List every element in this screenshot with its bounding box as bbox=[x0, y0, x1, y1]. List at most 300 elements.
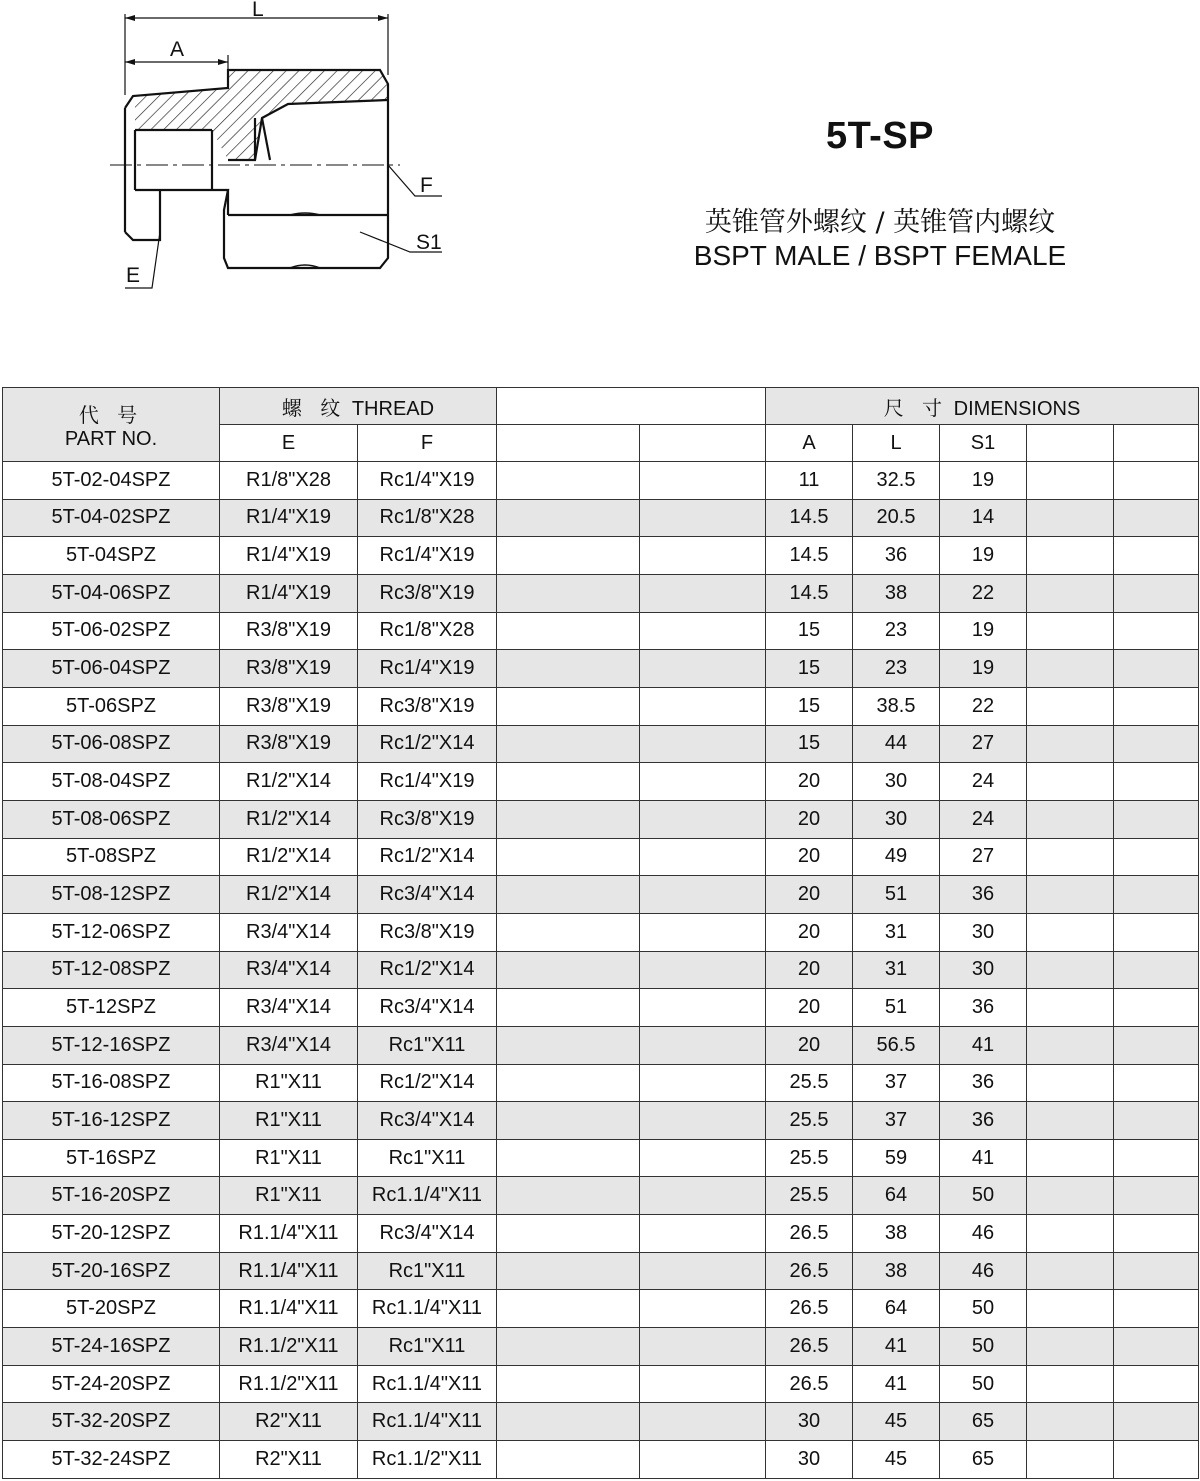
dim-l-cell: 51 bbox=[853, 876, 940, 914]
blank-cell bbox=[1027, 1139, 1114, 1177]
blank-cell bbox=[640, 838, 766, 876]
thread-e-cell: R1.1/4"X11 bbox=[220, 1252, 358, 1290]
table-row bbox=[3, 951, 1199, 989]
thread-f-cell: Rc1/2"X14 bbox=[358, 951, 497, 989]
thread-f-cell: Rc3/4"X14 bbox=[358, 876, 497, 914]
blank-cell bbox=[640, 1215, 766, 1253]
blank-cell bbox=[640, 499, 766, 537]
part-no-cell: 5T-02-04SPZ bbox=[3, 462, 220, 500]
blank-cell bbox=[497, 499, 640, 537]
thread-e-cell: R1.1/4"X11 bbox=[220, 1215, 358, 1253]
blank-cell bbox=[1114, 1064, 1199, 1102]
col-header-blank-3 bbox=[1027, 425, 1114, 462]
blank-cell bbox=[640, 876, 766, 914]
blank-cell bbox=[1114, 687, 1199, 725]
dimension-label-l: L bbox=[252, 0, 264, 21]
blank-cell bbox=[497, 800, 640, 838]
dim-a-cell: 15 bbox=[766, 687, 853, 725]
dim-a-cell: 20 bbox=[766, 800, 853, 838]
blank-cell bbox=[640, 989, 766, 1027]
fitting-cross-section-drawing bbox=[0, 0, 470, 300]
part-no-header bbox=[3, 388, 220, 462]
thread-e-cell: R1"X11 bbox=[220, 1139, 358, 1177]
table-row bbox=[3, 1026, 1199, 1064]
dimension-label-f: F bbox=[420, 174, 433, 197]
thread-f-cell: Rc1/8"X28 bbox=[358, 612, 497, 650]
blank-cell bbox=[1027, 537, 1114, 575]
blank-cell bbox=[497, 989, 640, 1027]
blank-cell bbox=[1027, 989, 1114, 1027]
blank-cell bbox=[497, 687, 640, 725]
col-header-blank-1 bbox=[497, 425, 640, 462]
dim-s1-cell: 41 bbox=[940, 1139, 1027, 1177]
dim-s1-cell: 36 bbox=[940, 1102, 1027, 1140]
thread-header-en: THREAD bbox=[351, 397, 435, 420]
dim-l-cell: 44 bbox=[853, 725, 940, 763]
part-no-cell: 5T-32-24SPZ bbox=[3, 1441, 220, 1479]
blank-cell bbox=[640, 913, 766, 951]
dim-l-cell: 23 bbox=[853, 612, 940, 650]
part-no-header-en: PART NO. bbox=[64, 427, 158, 450]
dimension-label-a: A bbox=[170, 38, 185, 61]
thread-f-cell: Rc1"X11 bbox=[358, 1026, 497, 1064]
dim-a-cell: 20 bbox=[766, 913, 853, 951]
thread-f-cell: Rc1/4"X19 bbox=[358, 650, 497, 688]
table-row bbox=[3, 1365, 1199, 1403]
blank-cell bbox=[1027, 1403, 1114, 1441]
blank-cell bbox=[1114, 951, 1199, 989]
blank-cell bbox=[1114, 1215, 1199, 1253]
dim-a-cell: 26.5 bbox=[766, 1328, 853, 1366]
thread-f-cell: Rc3/4"X14 bbox=[358, 989, 497, 1027]
blank-cell bbox=[1114, 1403, 1199, 1441]
blank-cell bbox=[1114, 650, 1199, 688]
blank-cell bbox=[1027, 687, 1114, 725]
thread-f-cell: Rc1/4"X19 bbox=[358, 537, 497, 575]
thread-e-cell: R1/2"X14 bbox=[220, 800, 358, 838]
thread-f-cell: Rc3/8"X19 bbox=[358, 913, 497, 951]
dim-a-cell: 26.5 bbox=[766, 1290, 853, 1328]
thread-f-cell: Rc1.1/2"X11 bbox=[358, 1441, 497, 1479]
thread-f-cell: Rc3/8"X19 bbox=[358, 687, 497, 725]
thread-e-cell: R1/2"X14 bbox=[220, 763, 358, 801]
table-row bbox=[3, 1290, 1199, 1328]
subtitle-english: BSPT MALE / BSPT FEMALE bbox=[693, 240, 1067, 271]
blank-cell bbox=[640, 725, 766, 763]
table-row bbox=[3, 913, 1199, 951]
dim-a-cell: 25.5 bbox=[766, 1064, 853, 1102]
blank-cell bbox=[1027, 1290, 1114, 1328]
thread-f-cell: Rc1/4"X19 bbox=[358, 763, 497, 801]
blank-cell bbox=[1027, 800, 1114, 838]
blank-cell bbox=[1027, 1026, 1114, 1064]
dim-s1-cell: 22 bbox=[940, 687, 1027, 725]
blank-cell bbox=[640, 612, 766, 650]
blank-cell bbox=[640, 574, 766, 612]
part-no-cell: 5T-12SPZ bbox=[3, 989, 220, 1027]
dim-l-cell: 38 bbox=[853, 1215, 940, 1253]
blank-cell bbox=[640, 1365, 766, 1403]
table-row bbox=[3, 1441, 1199, 1479]
blank-cell bbox=[640, 1177, 766, 1215]
blank-cell bbox=[497, 1403, 640, 1441]
blank-cell bbox=[1114, 725, 1199, 763]
blank-cell bbox=[1027, 1177, 1114, 1215]
table-row bbox=[3, 763, 1199, 801]
thread-e-cell: R3/4"X14 bbox=[220, 951, 358, 989]
dim-s1-cell: 46 bbox=[940, 1215, 1027, 1253]
dim-l-cell: 64 bbox=[853, 1290, 940, 1328]
dim-a-cell: 15 bbox=[766, 612, 853, 650]
blank-cell bbox=[640, 1102, 766, 1140]
blank-cell bbox=[1027, 650, 1114, 688]
blank-cell bbox=[497, 1365, 640, 1403]
model-title: 5T-SP bbox=[825, 115, 935, 157]
dim-l-cell: 59 bbox=[853, 1139, 940, 1177]
blank-cell bbox=[1114, 800, 1199, 838]
dim-s1-cell: 65 bbox=[940, 1441, 1027, 1479]
blank-cell bbox=[640, 462, 766, 500]
thread-f-cell: Rc1/2"X14 bbox=[358, 1064, 497, 1102]
dim-l-cell: 49 bbox=[853, 838, 940, 876]
blank-cell bbox=[1114, 1441, 1199, 1479]
blank-cell bbox=[1114, 1026, 1199, 1064]
blank-cell bbox=[497, 1102, 640, 1140]
blank-cell bbox=[1114, 1290, 1199, 1328]
thread-e-cell: R1/4"X19 bbox=[220, 574, 358, 612]
blank-cell bbox=[497, 1215, 640, 1253]
dim-s1-cell: 36 bbox=[940, 989, 1027, 1027]
table-row bbox=[3, 499, 1199, 537]
part-no-cell: 5T-20SPZ bbox=[3, 1290, 220, 1328]
part-no-cell: 5T-04-06SPZ bbox=[3, 574, 220, 612]
dim-s1-cell: 24 bbox=[940, 763, 1027, 801]
blank-cell bbox=[497, 913, 640, 951]
dim-a-cell: 30 bbox=[766, 1441, 853, 1479]
table-row bbox=[3, 1064, 1199, 1102]
table-row bbox=[3, 1177, 1199, 1215]
dim-s1-cell: 41 bbox=[940, 1026, 1027, 1064]
part-no-cell: 5T-08-04SPZ bbox=[3, 763, 220, 801]
dim-a-cell: 15 bbox=[766, 650, 853, 688]
table-row bbox=[3, 1102, 1199, 1140]
blank-cell bbox=[497, 1026, 640, 1064]
thread-e-cell: R1"X11 bbox=[220, 1064, 358, 1102]
dim-l-cell: 38 bbox=[853, 1252, 940, 1290]
blank-cell bbox=[1114, 1177, 1199, 1215]
blank-cell bbox=[1114, 1139, 1199, 1177]
blank-cell bbox=[497, 725, 640, 763]
thread-e-cell: R3/8"X19 bbox=[220, 687, 358, 725]
dim-a-cell: 20 bbox=[766, 989, 853, 1027]
dim-s1-cell: 27 bbox=[940, 838, 1027, 876]
blank-cell bbox=[1027, 612, 1114, 650]
dim-l-cell: 38 bbox=[853, 574, 940, 612]
dim-l-cell: 37 bbox=[853, 1102, 940, 1140]
blank-cell bbox=[1114, 989, 1199, 1027]
thread-f-cell: Rc1.1/4"X11 bbox=[358, 1365, 497, 1403]
dim-s1-cell: 46 bbox=[940, 1252, 1027, 1290]
blank-cell bbox=[1114, 1365, 1199, 1403]
blank-cell bbox=[1027, 913, 1114, 951]
part-no-cell: 5T-24-16SPZ bbox=[3, 1328, 220, 1366]
thread-e-cell: R1/2"X14 bbox=[220, 876, 358, 914]
blank-cell bbox=[497, 951, 640, 989]
table-row bbox=[3, 725, 1199, 763]
part-no-header-cn: 代 号 bbox=[78, 402, 144, 427]
dim-a-cell: 20 bbox=[766, 951, 853, 989]
dim-l-cell: 36 bbox=[853, 537, 940, 575]
dim-a-cell: 15 bbox=[766, 725, 853, 763]
dim-s1-cell: 19 bbox=[940, 650, 1027, 688]
part-no-cell: 5T-06-02SPZ bbox=[3, 612, 220, 650]
part-no-cell: 5T-06-08SPZ bbox=[3, 725, 220, 763]
blank-cell bbox=[1114, 574, 1199, 612]
blank-cell bbox=[640, 687, 766, 725]
thread-f-cell: Rc1/2"X14 bbox=[358, 725, 497, 763]
blank-cell bbox=[640, 1403, 766, 1441]
blank-cell bbox=[1027, 1328, 1114, 1366]
table-row bbox=[3, 650, 1199, 688]
blank-cell bbox=[1027, 763, 1114, 801]
thread-f-cell: Rc3/8"X19 bbox=[358, 800, 497, 838]
thread-e-cell: R3/4"X14 bbox=[220, 1026, 358, 1064]
blank-cell bbox=[1114, 499, 1199, 537]
dim-s1-cell: 24 bbox=[940, 800, 1027, 838]
part-no-cell: 5T-20-12SPZ bbox=[3, 1215, 220, 1253]
dim-a-cell: 26.5 bbox=[766, 1365, 853, 1403]
table-body bbox=[3, 462, 1199, 1479]
table-row bbox=[3, 612, 1199, 650]
thread-header bbox=[220, 388, 497, 425]
dimensions-header-cn: 尺 寸 bbox=[883, 395, 949, 420]
thread-f-cell: Rc3/4"X14 bbox=[358, 1215, 497, 1253]
col-header-f: F bbox=[358, 425, 497, 462]
dimension-label-s1: S1 bbox=[416, 231, 442, 254]
blank-cell bbox=[1027, 1215, 1114, 1253]
dimensions-header-en: DIMENSIONS bbox=[953, 397, 1081, 420]
part-no-cell: 5T-20-16SPZ bbox=[3, 1252, 220, 1290]
dim-a-cell: 20 bbox=[766, 763, 853, 801]
blank-cell bbox=[1114, 1328, 1199, 1366]
blank-cell bbox=[497, 876, 640, 914]
part-no-cell: 5T-24-20SPZ bbox=[3, 1365, 220, 1403]
blank-cell bbox=[1027, 1064, 1114, 1102]
dim-l-cell: 32.5 bbox=[853, 462, 940, 500]
table-row bbox=[3, 876, 1199, 914]
col-header-a: A bbox=[766, 425, 853, 462]
thread-f-cell: Rc1/2"X14 bbox=[358, 838, 497, 876]
dimensions-header bbox=[766, 388, 1199, 425]
blank-cell bbox=[1114, 876, 1199, 914]
table-row bbox=[3, 1403, 1199, 1441]
part-no-cell: 5T-12-08SPZ bbox=[3, 951, 220, 989]
blank-cell bbox=[640, 650, 766, 688]
blank-cell bbox=[497, 1064, 640, 1102]
blank-cell bbox=[1114, 763, 1199, 801]
part-no-cell: 5T-06-04SPZ bbox=[3, 650, 220, 688]
dim-s1-cell: 36 bbox=[940, 876, 1027, 914]
part-no-cell: 5T-04SPZ bbox=[3, 537, 220, 575]
dim-l-cell: 31 bbox=[853, 913, 940, 951]
thread-e-cell: R1/2"X14 bbox=[220, 838, 358, 876]
subtitle-chinese: 英锥管外螺纹 / 英锥管内螺纹 bbox=[704, 207, 1056, 238]
dim-s1-cell: 30 bbox=[940, 951, 1027, 989]
dim-s1-cell: 22 bbox=[940, 574, 1027, 612]
col-header-l: L bbox=[853, 425, 940, 462]
dim-s1-cell: 50 bbox=[940, 1290, 1027, 1328]
thread-f-cell: Rc1"X11 bbox=[358, 1328, 497, 1366]
part-no-cell: 5T-16-08SPZ bbox=[3, 1064, 220, 1102]
blank-cell bbox=[497, 1177, 640, 1215]
blank-cell bbox=[1114, 612, 1199, 650]
table-row bbox=[3, 537, 1199, 575]
dim-a-cell: 14.5 bbox=[766, 574, 853, 612]
blank-header bbox=[497, 388, 766, 425]
blank-cell bbox=[1114, 913, 1199, 951]
dim-a-cell: 14.5 bbox=[766, 537, 853, 575]
table-row bbox=[3, 687, 1199, 725]
thread-e-cell: R3/8"X19 bbox=[220, 725, 358, 763]
table-row bbox=[3, 462, 1199, 500]
thread-f-cell: Rc1"X11 bbox=[358, 1252, 497, 1290]
blank-cell bbox=[640, 1441, 766, 1479]
thread-f-cell: Rc1/8"X28 bbox=[358, 499, 497, 537]
thread-e-cell: R2"X11 bbox=[220, 1441, 358, 1479]
table-row bbox=[3, 1215, 1199, 1253]
blank-cell bbox=[1027, 876, 1114, 914]
col-header-e: E bbox=[220, 425, 358, 462]
blank-cell bbox=[497, 1139, 640, 1177]
part-no-cell: 5T-32-20SPZ bbox=[3, 1403, 220, 1441]
part-no-cell: 5T-04-02SPZ bbox=[3, 499, 220, 537]
dim-l-cell: 41 bbox=[853, 1365, 940, 1403]
dim-s1-cell: 50 bbox=[940, 1328, 1027, 1366]
dim-a-cell: 14.5 bbox=[766, 499, 853, 537]
part-no-cell: 5T-12-06SPZ bbox=[3, 913, 220, 951]
table-row bbox=[3, 800, 1199, 838]
blank-cell bbox=[1027, 951, 1114, 989]
dim-l-cell: 31 bbox=[853, 951, 940, 989]
blank-cell bbox=[1027, 574, 1114, 612]
part-no-cell: 5T-16SPZ bbox=[3, 1139, 220, 1177]
blank-cell bbox=[1114, 462, 1199, 500]
dim-a-cell: 20 bbox=[766, 1026, 853, 1064]
part-no-cell: 5T-16-12SPZ bbox=[3, 1102, 220, 1140]
thread-f-cell: Rc3/8"X19 bbox=[358, 574, 497, 612]
dim-l-cell: 64 bbox=[853, 1177, 940, 1215]
blank-cell bbox=[497, 462, 640, 500]
blank-cell bbox=[1114, 537, 1199, 575]
thread-e-cell: R1"X11 bbox=[220, 1177, 358, 1215]
blank-cell bbox=[640, 1290, 766, 1328]
table-header-row-1 bbox=[3, 388, 1199, 425]
col-header-blank-2 bbox=[640, 425, 766, 462]
dim-l-cell: 38.5 bbox=[853, 687, 940, 725]
blank-cell bbox=[497, 1328, 640, 1366]
dim-a-cell: 25.5 bbox=[766, 1139, 853, 1177]
thread-e-cell: R3/4"X14 bbox=[220, 913, 358, 951]
part-no-cell: 5T-16-20SPZ bbox=[3, 1177, 220, 1215]
dim-l-cell: 30 bbox=[853, 800, 940, 838]
thread-e-cell: R1/8"X28 bbox=[220, 462, 358, 500]
blank-cell bbox=[640, 1026, 766, 1064]
blank-cell bbox=[1027, 499, 1114, 537]
thread-e-cell: R1"X11 bbox=[220, 1102, 358, 1140]
specification-table bbox=[2, 387, 1199, 1479]
blank-cell bbox=[1027, 1252, 1114, 1290]
blank-cell bbox=[497, 1252, 640, 1290]
dim-s1-cell: 19 bbox=[940, 462, 1027, 500]
thread-e-cell: R1.1/2"X11 bbox=[220, 1365, 358, 1403]
col-header-blank-4 bbox=[1114, 425, 1199, 462]
dim-s1-cell: 36 bbox=[940, 1064, 1027, 1102]
table-row bbox=[3, 1252, 1199, 1290]
blank-cell bbox=[497, 1441, 640, 1479]
blank-cell bbox=[640, 800, 766, 838]
part-no-cell: 5T-12-16SPZ bbox=[3, 1026, 220, 1064]
blank-cell bbox=[640, 1252, 766, 1290]
part-no-cell: 5T-08-06SPZ bbox=[3, 800, 220, 838]
blank-cell bbox=[1027, 838, 1114, 876]
dim-s1-cell: 19 bbox=[940, 612, 1027, 650]
table-row bbox=[3, 1328, 1199, 1366]
thread-e-cell: R1/4"X19 bbox=[220, 499, 358, 537]
thread-e-cell: R1.1/4"X11 bbox=[220, 1290, 358, 1328]
blank-cell bbox=[1027, 1441, 1114, 1479]
dim-s1-cell: 65 bbox=[940, 1403, 1027, 1441]
dim-s1-cell: 30 bbox=[940, 913, 1027, 951]
blank-cell bbox=[497, 537, 640, 575]
dim-a-cell: 11 bbox=[766, 462, 853, 500]
dim-a-cell: 25.5 bbox=[766, 1102, 853, 1140]
thread-f-cell: Rc1.1/4"X11 bbox=[358, 1177, 497, 1215]
table-row bbox=[3, 574, 1199, 612]
dim-l-cell: 45 bbox=[853, 1403, 940, 1441]
thread-e-cell: R3/4"X14 bbox=[220, 989, 358, 1027]
thread-e-cell: R1/4"X19 bbox=[220, 537, 358, 575]
part-no-cell: 5T-08-12SPZ bbox=[3, 876, 220, 914]
blank-cell bbox=[497, 838, 640, 876]
dim-l-cell: 56.5 bbox=[853, 1026, 940, 1064]
thread-e-cell: R3/8"X19 bbox=[220, 612, 358, 650]
dim-a-cell: 30 bbox=[766, 1403, 853, 1441]
blank-cell bbox=[640, 1064, 766, 1102]
blank-cell bbox=[1027, 1365, 1114, 1403]
blank-cell bbox=[1027, 1102, 1114, 1140]
part-no-cell: 5T-08SPZ bbox=[3, 838, 220, 876]
blank-cell bbox=[497, 650, 640, 688]
thread-f-cell: Rc1.1/4"X11 bbox=[358, 1290, 497, 1328]
dim-a-cell: 25.5 bbox=[766, 1177, 853, 1215]
dim-a-cell: 26.5 bbox=[766, 1252, 853, 1290]
thread-e-cell: R3/8"X19 bbox=[220, 650, 358, 688]
col-header-s1: S1 bbox=[940, 425, 1027, 462]
blank-cell bbox=[1114, 838, 1199, 876]
blank-cell bbox=[497, 1290, 640, 1328]
dim-s1-cell: 27 bbox=[940, 725, 1027, 763]
blank-cell bbox=[640, 1139, 766, 1177]
dim-l-cell: 41 bbox=[853, 1328, 940, 1366]
dim-s1-cell: 19 bbox=[940, 537, 1027, 575]
dim-l-cell: 23 bbox=[853, 650, 940, 688]
thread-f-cell: Rc1.1/4"X11 bbox=[358, 1403, 497, 1441]
dim-a-cell: 20 bbox=[766, 838, 853, 876]
blank-cell bbox=[497, 763, 640, 801]
dimension-label-e: E bbox=[126, 264, 141, 287]
blank-cell bbox=[640, 951, 766, 989]
table-row bbox=[3, 838, 1199, 876]
